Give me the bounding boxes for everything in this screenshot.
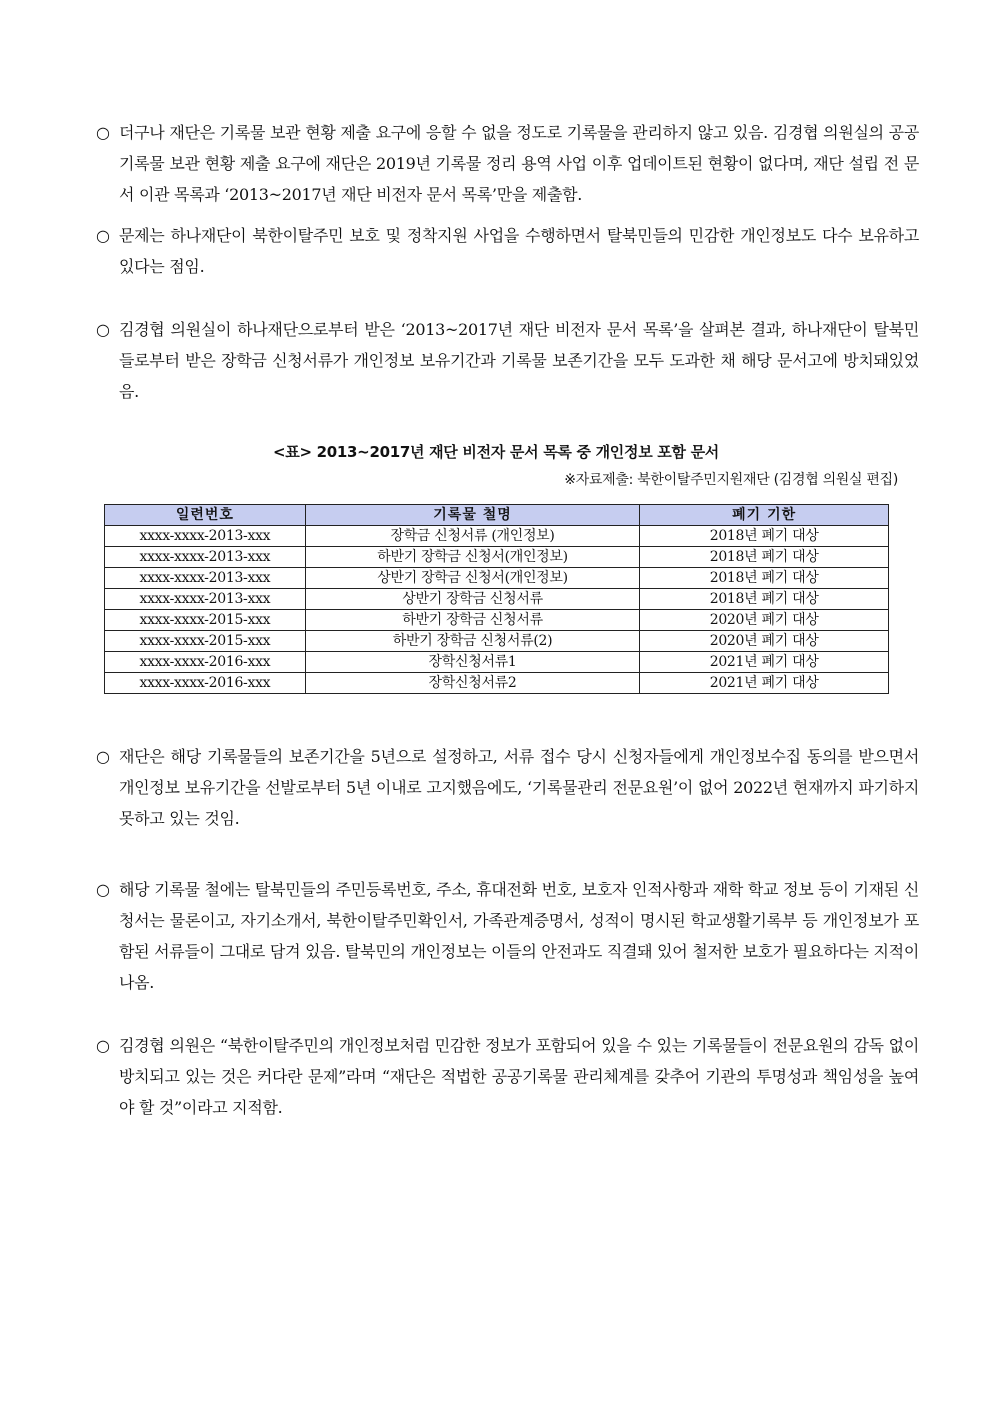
cell-record-title: 장학금 신청서류 (개인정보) <box>305 526 640 547</box>
table-row <box>105 673 889 694</box>
cell-serial-number: xxxx-xxxx-2016-xxx <box>105 673 306 694</box>
table-row <box>105 610 889 631</box>
table-row <box>105 652 889 673</box>
cell-disposal-deadline: 2021년 폐기 대상 <box>640 673 889 694</box>
cell-disposal-deadline: 2018년 폐기 대상 <box>640 568 889 589</box>
cell-disposal-deadline: 2021년 폐기 대상 <box>640 652 889 673</box>
cell-record-title: 하반기 장학금 신청서(개인정보) <box>305 547 640 568</box>
cell-record-title: 상반기 장학금 신청서류 <box>305 589 640 610</box>
paragraph-text: 김경협 의원실이 하나재단으로부터 받은 ‘2013~2017년 재단 비전자 문서 목록’을 살펴본 결과, 하나재단이 탈북민들로부터 받은 장학금 신청서류가 개인정보 보유기간과 기록물 보존기간을 모두 도과한 채 해당 문서고에 방치돼있었음. <box>119 320 919 401</box>
cell-disposal-deadline: 2020년 폐기 대상 <box>640 631 889 652</box>
records-table <box>104 504 889 694</box>
cell-serial-number: xxxx-xxxx-2013-xxx <box>105 526 306 547</box>
paragraph-text: 더구나 재단은 기록물 보관 현황 제출 요구에 응할 수 없을 정도로 기록물을 관리하지 않고 있음. 김경협 의원실의 공공기록물 보관 현황 제출 요구에 재단은 2019년 기록물 정리 용역 사업 이후 업데이트된 현황이 없다며, 재단 설립 전 문서 이관 목록과 ‘2013~2017년 재단 비전자 문서 목록’만을 제출함. <box>119 123 919 204</box>
paragraph-document-contents <box>96 874 919 998</box>
paragraph-text: 해당 기록물 철에는 탈북민들의 주민등록번호, 주소, 휴대전화 번호, 보호자 인적사항과 재학 학교 정보 등이 기재된 신청서는 물론이고, 자기소개서, 북한이탈주민확인서, 가족관계증명서, 성적이 명시된 학교생활기록부 등 개인정보가 포함된 서류들이 그대로 담겨 있음. 탈북민의 개인정보는 이들의 안전과도 직결돼 있어 철저한 보호가 필요하다는 지적이 나옴. <box>119 880 919 992</box>
cell-record-title: 장학신청서류2 <box>305 673 640 694</box>
table-row <box>105 631 889 652</box>
bullet-circle: ○ <box>96 1036 110 1055</box>
cell-serial-number: xxxx-xxxx-2015-xxx <box>105 610 306 631</box>
cell-record-title: 장학신청서류1 <box>305 652 640 673</box>
cell-serial-number: xxxx-xxxx-2015-xxx <box>105 631 306 652</box>
header-disposal-deadline: 폐기 기한 <box>640 505 889 526</box>
bullet-circle: ○ <box>96 123 110 142</box>
table-header-row <box>105 505 889 526</box>
cell-serial-number: xxxx-xxxx-2013-xxx <box>105 589 306 610</box>
table-row <box>105 589 889 610</box>
table-row <box>105 547 889 568</box>
table-source-note: ※자료제출: 북한이탈주민지원재단 (김경협 의원실 편집) <box>564 472 898 488</box>
paragraph-retention-period <box>96 741 919 834</box>
header-serial-number: 일련번호 <box>105 505 306 526</box>
bullet-circle: ○ <box>96 747 110 766</box>
cell-record-title: 하반기 장학금 신청서류 <box>305 610 640 631</box>
paragraph-text: 재단은 해당 기록물들의 보존기간을 5년으로 설정하고, 서류 접수 당시 신청자들에게 개인정보수집 동의를 받으면서 개인정보 보유기간을 선발로부터 5년 이내로 고지했음에도, ‘기록물관리 전문요원’이 없어 2022년 현재까지 파기하지 못하고 있는 것임. <box>119 747 919 828</box>
paragraph-personal-info-problem <box>96 220 919 282</box>
bullet-circle: ○ <box>96 226 110 245</box>
paragraph-records-status <box>96 117 919 210</box>
cell-disposal-deadline: 2018년 폐기 대상 <box>640 547 889 568</box>
table-row <box>105 526 889 547</box>
header-record-title: 기록물 철명 <box>305 505 640 526</box>
bullet-circle: ○ <box>96 880 110 899</box>
paragraph-scholarship-documents <box>96 314 919 407</box>
table-caption: <표> 2013~2017년 재단 비전자 문서 목록 중 개인정보 포함 문서 <box>272 443 719 461</box>
cell-disposal-deadline: 2018년 폐기 대상 <box>640 526 889 547</box>
cell-serial-number: xxxx-xxxx-2016-xxx <box>105 652 306 673</box>
cell-record-title: 상반기 장학금 신청서(개인정보) <box>305 568 640 589</box>
cell-serial-number: xxxx-xxxx-2013-xxx <box>105 568 306 589</box>
cell-disposal-deadline: 2018년 폐기 대상 <box>640 589 889 610</box>
cell-disposal-deadline: 2020년 폐기 대상 <box>640 610 889 631</box>
paragraph-text: 문제는 하나재단이 북한이탈주민 보호 및 정착지원 사업을 수행하면서 탈북민들의 민감한 개인정보도 다수 보유하고 있다는 점임. <box>119 226 919 276</box>
paragraph-lawmaker-quote <box>96 1030 919 1123</box>
cell-record-title: 하반기 장학금 신청서류(2) <box>305 631 640 652</box>
cell-serial-number: xxxx-xxxx-2013-xxx <box>105 547 306 568</box>
bullet-circle: ○ <box>96 320 110 339</box>
table-row <box>105 568 889 589</box>
paragraph-text: 김경협 의원은 “북한이탈주민의 개인정보처럼 민감한 정보가 포함되어 있을 수 있는 기록물들이 전문요원의 감독 없이 방치되고 있는 것은 커다란 문제”라며 “재단은 적법한 공공기록물 관리체계를 갖추어 기관의 투명성과 책임성을 높여야 할 것”이라고 지적함. <box>119 1036 919 1117</box>
